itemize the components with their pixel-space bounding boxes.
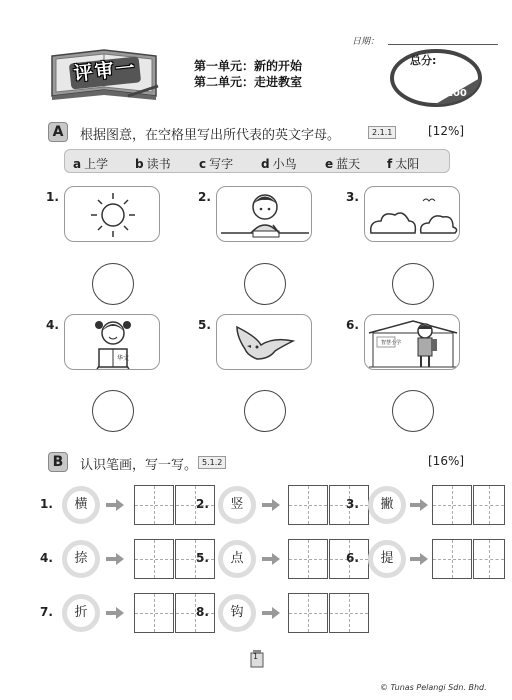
stroke-char-1: 横 [62, 486, 100, 524]
arrow-right-icon [410, 553, 428, 565]
stroke-char-4: 捺 [62, 540, 100, 578]
writing-grid-1a[interactable] [134, 485, 174, 525]
boy-writing-icon [217, 187, 312, 242]
section-a-instruction: 根据图意，在空格里写出所代表的英文字母。 [80, 128, 341, 143]
picture-girl-reading [64, 314, 160, 370]
answer-circle-4[interactable] [92, 390, 134, 432]
assessment-title-badge: 评审一 [72, 56, 138, 86]
section-b-badge: B [48, 452, 68, 472]
stroke-char-5: 点 [218, 540, 256, 578]
option-d: d 小鸟 [261, 157, 297, 171]
arrow-right-icon [262, 499, 280, 511]
section-b-skill-code: 5.1.2 [198, 456, 226, 469]
stroke-number-5: 5. [196, 551, 209, 565]
question-number-5: 5. [198, 318, 211, 332]
option-c: c 写字 [199, 157, 234, 171]
picture-going-to-school [364, 314, 460, 370]
option-a: a 上学 [73, 157, 109, 171]
section-a-skill-code: 2.1.1 [368, 126, 396, 139]
option-b: b 读书 [135, 157, 171, 171]
writing-grid-2a[interactable] [288, 485, 328, 525]
total-score-value: 100 [446, 88, 467, 99]
unit1-title: 第一单元：新的开始 [194, 59, 303, 73]
writing-grid-3a[interactable] [432, 485, 472, 525]
stroke-number-4: 4. [40, 551, 53, 565]
section-a-marks: [12%] [428, 124, 465, 138]
stroke-char-6: 提 [368, 540, 406, 578]
arrow-right-icon [262, 553, 280, 565]
stroke-number-3: 3. [346, 497, 359, 511]
writing-grid-4a[interactable] [134, 539, 174, 579]
question-number-4: 4. [46, 318, 59, 332]
arrow-right-icon [262, 607, 280, 619]
arrow-right-icon [106, 499, 124, 511]
stroke-number-8: 8. [196, 605, 209, 619]
sun-icon [65, 187, 160, 242]
stroke-char-3: 撇 [368, 486, 406, 524]
date-input-line[interactable] [388, 44, 498, 45]
option-f: f 太阳 [387, 157, 420, 171]
question-number-6: 6. [346, 318, 359, 332]
writing-grid-6b[interactable] [473, 539, 505, 579]
section-b-instruction: 认识笔画，写一写。 [80, 458, 198, 473]
stroke-char-7: 折 [62, 594, 100, 632]
stroke-number-6: 6. [346, 551, 359, 565]
question-number-2: 2. [198, 190, 211, 204]
writing-grid-3b[interactable] [473, 485, 505, 525]
option-e: e 蓝天 [325, 157, 361, 171]
picture-bird [216, 314, 312, 370]
answer-circle-2[interactable] [244, 263, 286, 305]
unit2-title: 第二单元：走进教室 [194, 75, 303, 89]
date-label: 日期： [352, 37, 380, 47]
writing-grid-8a[interactable] [288, 593, 328, 633]
stroke-number-1: 1. [40, 497, 53, 511]
writing-grid-6a[interactable] [432, 539, 472, 579]
book-cover-text: 华文 [117, 355, 130, 362]
page-number: 1 [253, 652, 259, 661]
writing-grid-5a[interactable] [288, 539, 328, 579]
arrow-right-icon [106, 607, 124, 619]
writing-grid-1b[interactable] [175, 485, 215, 525]
section-b-marks: [16%] [428, 454, 465, 468]
section-a-badge: A [48, 122, 68, 142]
stroke-char-8: 钩 [218, 594, 256, 632]
answer-circle-3[interactable] [392, 263, 434, 305]
girl-reading-icon [65, 315, 160, 370]
writing-grid-7a[interactable] [134, 593, 174, 633]
picture-sun [64, 186, 160, 242]
writing-grid-7b[interactable] [175, 593, 215, 633]
school-building-icon [365, 315, 460, 370]
cloud-icon [365, 187, 460, 242]
arrow-right-icon [410, 499, 428, 511]
question-number-3: 3. [346, 190, 359, 204]
stroke-number-7: 7. [40, 605, 53, 619]
answer-circle-5[interactable] [244, 390, 286, 432]
picture-sky-clouds [364, 186, 460, 242]
question-number-1: 1. [46, 190, 59, 204]
stroke-number-2: 2. [196, 497, 209, 511]
writing-grid-4b[interactable] [175, 539, 215, 579]
answer-circle-6[interactable] [392, 390, 434, 432]
copyright: © Tunas Pelangi Sdn. Bhd. [380, 683, 487, 692]
picture-boy-writing [216, 186, 312, 242]
writing-grid-8b[interactable] [329, 593, 369, 633]
stroke-char-2: 竖 [218, 486, 256, 524]
bird-icon [217, 315, 312, 370]
answer-options-bar [64, 149, 450, 173]
school-sign-text: 智慧小学 [381, 340, 402, 346]
total-score-label: 总分: [410, 54, 437, 67]
answer-circle-1[interactable] [92, 263, 134, 305]
arrow-right-icon [106, 553, 124, 565]
